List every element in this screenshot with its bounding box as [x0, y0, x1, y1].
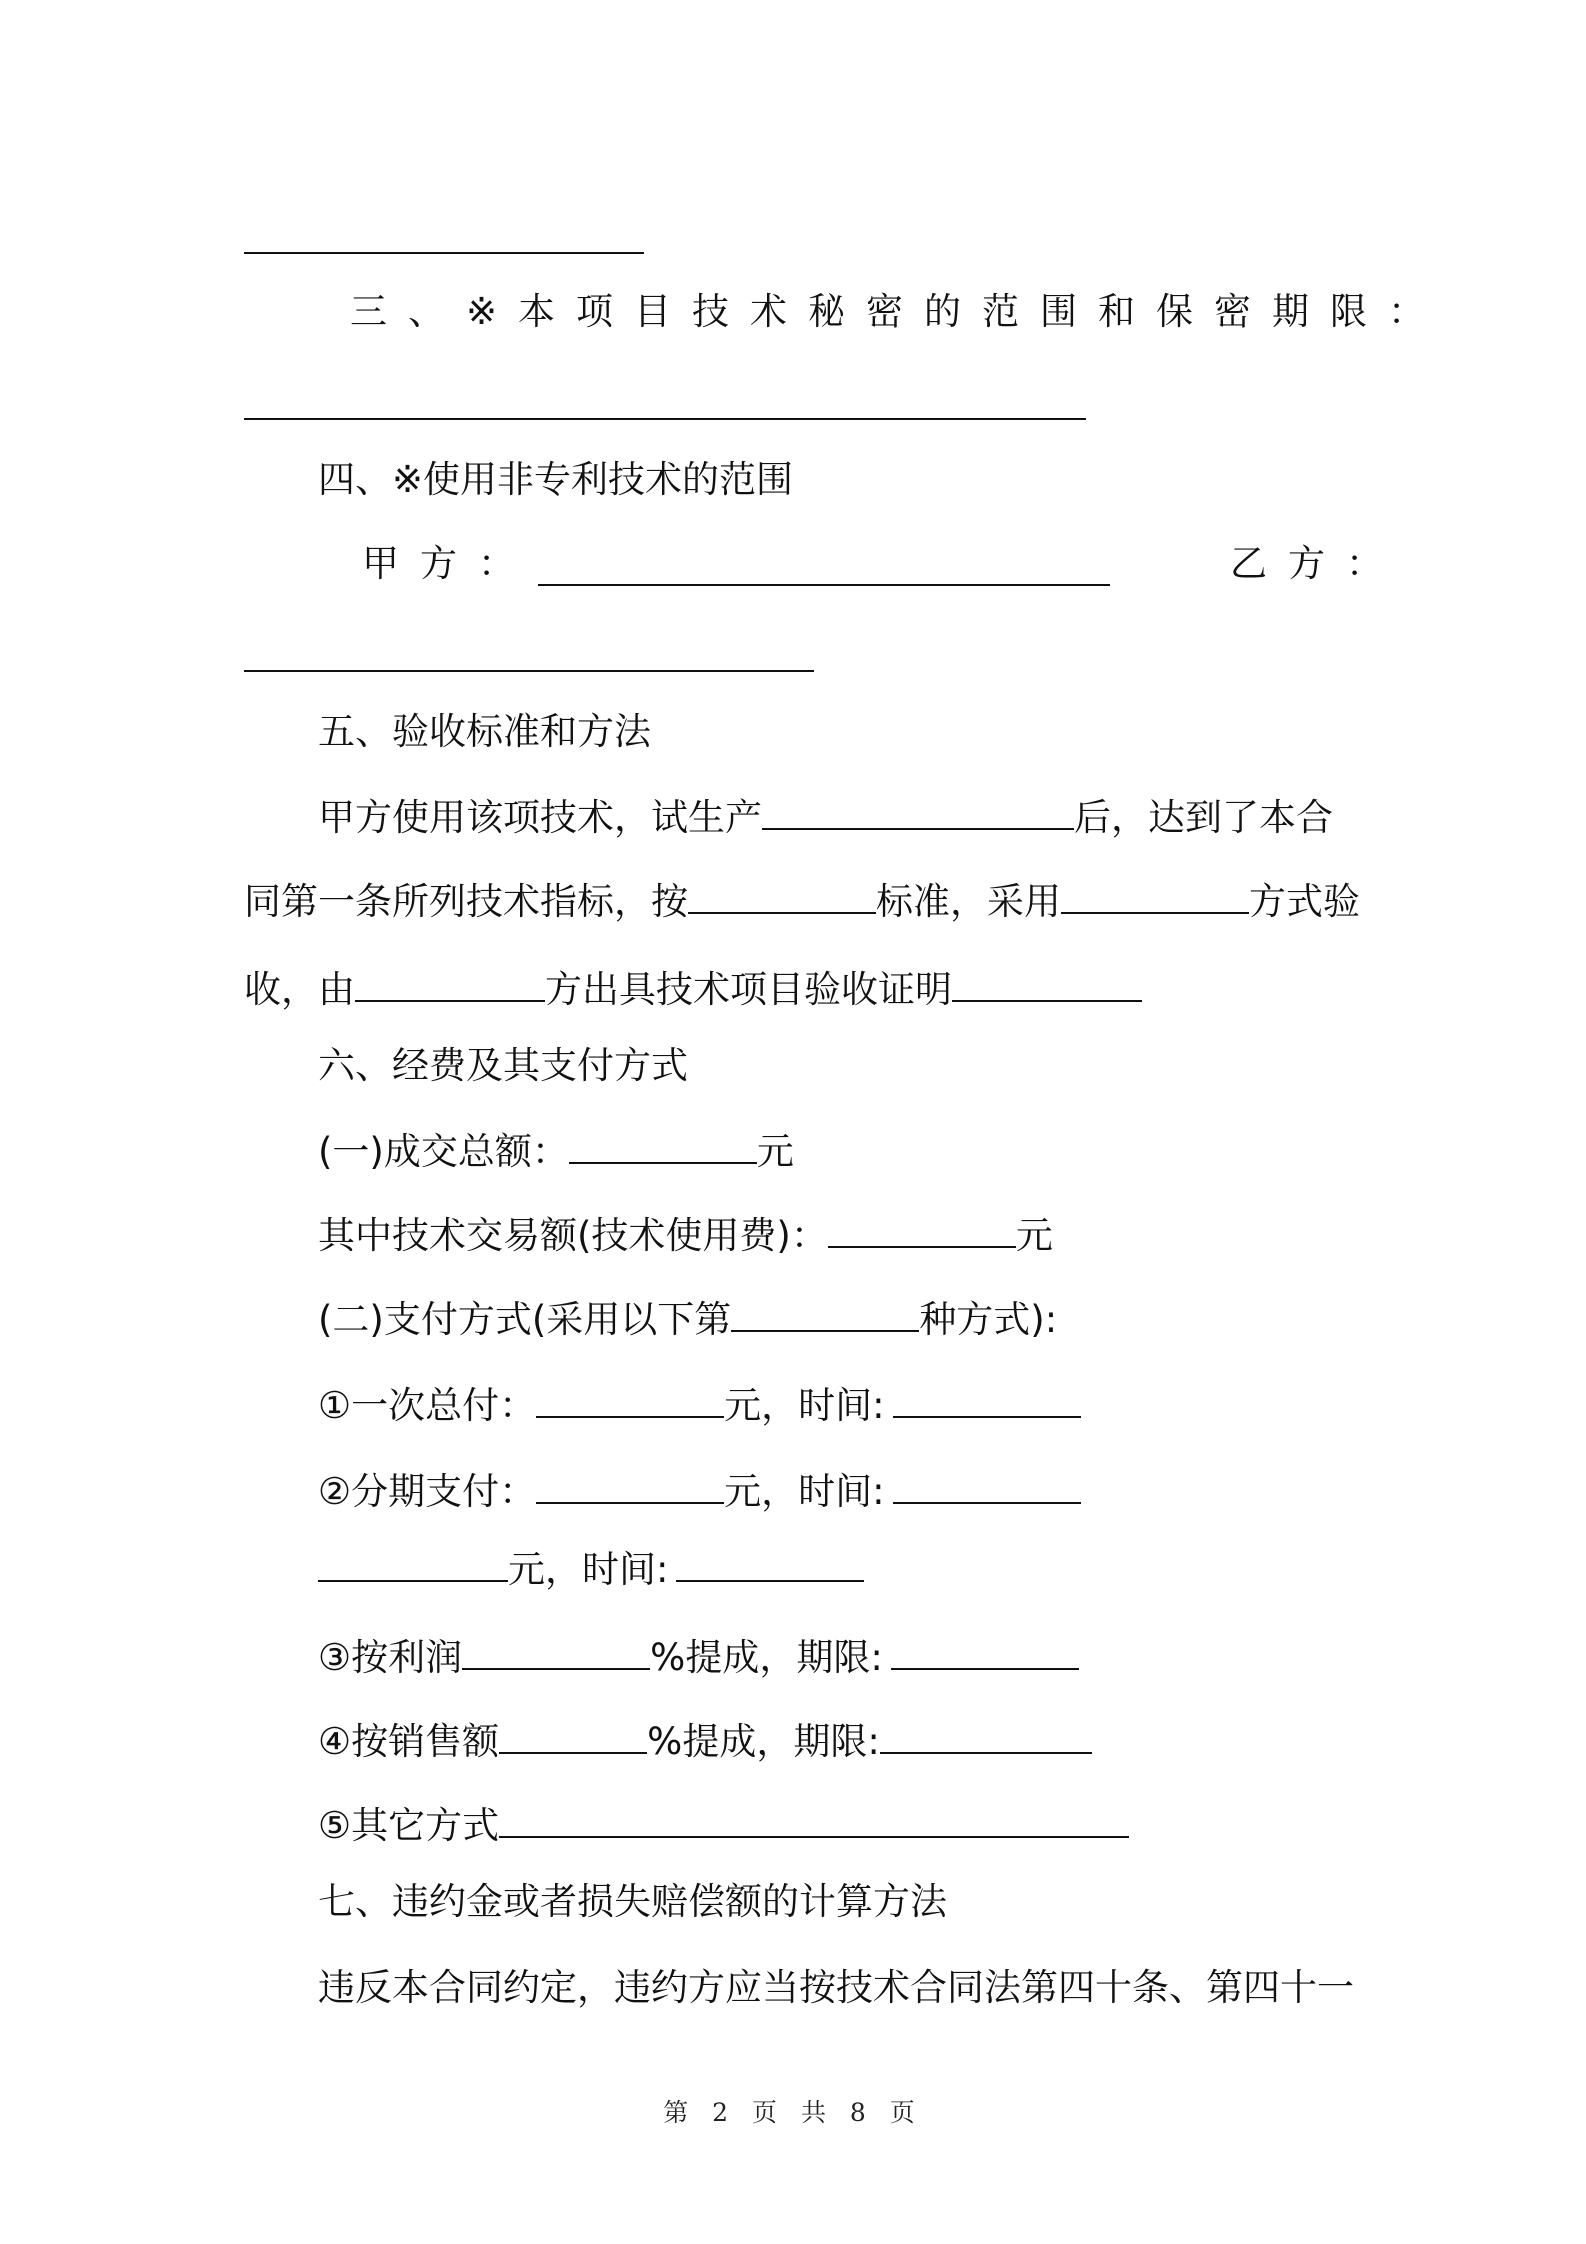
party-a-label: 甲方：	[362, 542, 536, 585]
option-lump-sum: ①一次总付： 元，时间:	[318, 1382, 1081, 1428]
blank-field	[893, 1468, 1081, 1504]
option-installment: ②分期支付： 元，时间:	[318, 1468, 1081, 1514]
party-b-label: 乙方：	[1230, 542, 1404, 585]
option-profit-share: ③按利润 %提成，期限:	[318, 1634, 1079, 1680]
blank-line	[244, 418, 1086, 420]
blank-field	[762, 794, 1074, 830]
blank-field	[536, 1468, 724, 1504]
blank-field	[676, 1546, 864, 1582]
section-4-title: 四、※使用非专利技术的范围	[318, 458, 794, 501]
section-7-title: 七、违约金或者损失赔偿额的计算方法	[318, 1880, 947, 1923]
blank-field	[880, 1718, 1092, 1754]
blank-field	[1061, 878, 1249, 914]
option-installment-cont: 元，时间:	[318, 1546, 864, 1592]
blank-field	[569, 1128, 757, 1164]
blank-field	[893, 1382, 1081, 1418]
blank-field	[536, 1382, 724, 1418]
page-number: 第 2 页 共 8 页	[663, 2098, 923, 2127]
tech-fee-line: 其中技术交易额(技术使用费)： 元	[318, 1214, 1053, 1257]
blank-field	[462, 1634, 650, 1670]
section-6-title: 六、经费及其支付方式	[318, 1044, 688, 1087]
payment-method-line: (二)支付方式(采用以下第 种方式):	[318, 1298, 1058, 1341]
party-a-blank	[538, 584, 1110, 586]
blank-field	[499, 1718, 647, 1754]
section-7-para: 违反本合同约定，违约方应当按技术合同法第四十条、第四十一	[318, 1966, 1354, 2009]
option-sales-share: ④按销售额 %提成，期限:	[318, 1718, 1092, 1764]
blank-field	[688, 878, 876, 914]
option-other: ⑤其它方式	[318, 1802, 1129, 1848]
party-b-blank	[244, 670, 814, 672]
blank-field	[318, 1546, 508, 1582]
signature-row	[362, 542, 1362, 586]
section-3-title: 三、※本项目技术秘密的范围和保密期限：	[350, 290, 1447, 333]
blank-field	[499, 1802, 1129, 1838]
section-5-title: 五、验收标准和方法	[318, 710, 651, 753]
blank-field	[952, 966, 1142, 1002]
blank-field	[731, 1296, 919, 1332]
blank-field	[828, 1212, 1016, 1248]
section-5-para-line-2: 同第一条所列技术指标，按 标准，采用 方式验	[244, 880, 1360, 923]
blank-field	[891, 1634, 1079, 1670]
section-5-para-line-3: 收，由 方出具技术项目验收证明	[244, 966, 1142, 1012]
blank-line	[244, 252, 644, 254]
blank-field	[355, 966, 545, 1002]
section-5-para-line-1: 甲方使用该项技术，试生产 后，达到了本合	[318, 796, 1333, 839]
total-amount-line: (一)成交总额： 元	[318, 1130, 794, 1173]
